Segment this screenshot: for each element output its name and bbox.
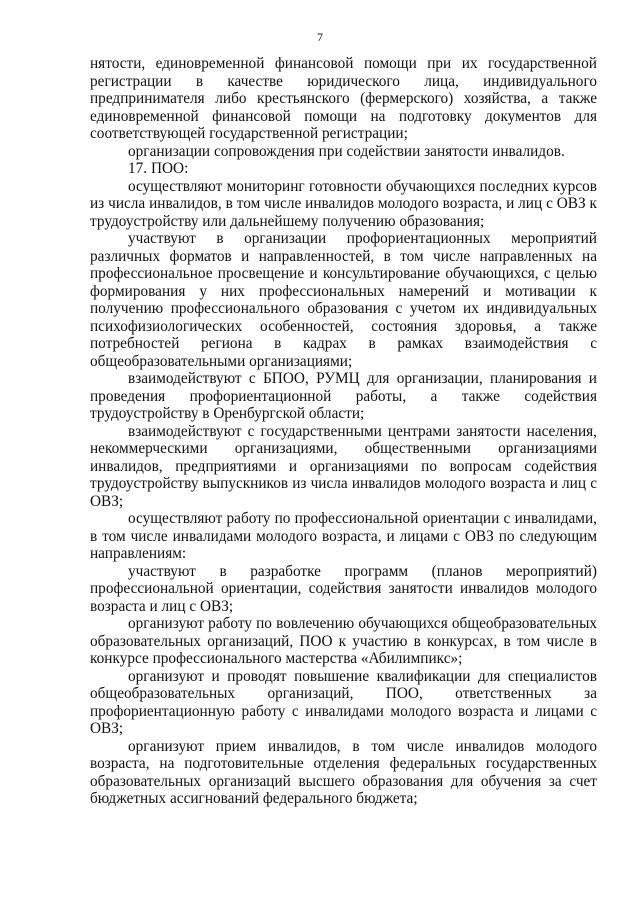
paragraph: осуществляют работу по профессиональной ориентации с инвалидами, в том числе инвалидами молодого возраста, и лицами с ОВЗ по следующим направлениям:	[90, 510, 597, 562]
paragraph: участвуют в разработке программ (планов мероприятий) профессиональной ориентации, содействия занятости инвалидов молодого возраста и лиц с ОВЗ;	[90, 562, 597, 615]
body-text	[90, 55, 597, 808]
paragraph: организуют работу по вовлечению обучающихся общеобразовательных образовательных организаций, ПОО к участию в конкурсах, в том числе в конкурсе профессионального мастерства «Абилимпикс»;	[90, 615, 597, 667]
paragraph: взаимодействуют с БПОО, РУМЦ для организации, планирования и проведения профориентационной работы, а также содействия трудоустройству в Оренбургской области;	[90, 370, 597, 422]
paragraph: взаимодействуют с государственными центрами занятости населения, некоммерческими организациями, общественными организациями инвалидов, предприятиями и организациями по вопросам содействия трудоустройству выпускников из числа инвалидов молодого возраста и лиц с ОВЗ;	[90, 422, 597, 510]
paragraph: участвуют в организации профориентационных мероприятий различных форматов и направленностей, в том числе направленных на профессиональное просвещение и консультирование обучающихся, с целью формирования у них профессиональных намерений и мотивации к получению профессионального образования с учетом их индивидуальных психофизиологических особенностей, состояния здоровья, а также потребностей региона в кадрах в рамках взаимодействия с общеобразовательными организациями;	[90, 230, 597, 370]
paragraph: 17. ПОО:	[128, 160, 189, 177]
paragraph: осуществляют мониторинг готовности обучающихся последних курсов из числа инвалидов, в том числе инвалидов молодого возраста, и лиц с ОВЗ к трудоустройству или дальнейшему получению образования;	[90, 177, 597, 230]
paragraph: организуют прием инвалидов, в том числе инвалидов молодого возраста, на подготовительные отделения федеральных государственных образовательных организаций высшего образования для обучения за счет бюджетных ассигнований федерального бюджета;	[90, 737, 597, 807]
page-number: 7	[317, 30, 323, 44]
paragraph: организации сопровождения при содействии занятости инвалидов.	[128, 142, 565, 160]
paragraph: нятости, единовременной финансовой помощи при их государственной регистрации в качестве юридического лица, индивидуального предпринимателя либо крестьянского (фермерского) хозяйства, а также единовременной финансовой помощи на подготовку документов для соответствующей государственной регистрации;	[90, 55, 597, 142]
paragraph: организуют и проводят повышение квалификации для специалистов общеобразовательных организаций, ПОО, ответственных за профориентационную работу с инвалидами молодого возраста и лицами с ОВЗ;	[90, 667, 597, 737]
